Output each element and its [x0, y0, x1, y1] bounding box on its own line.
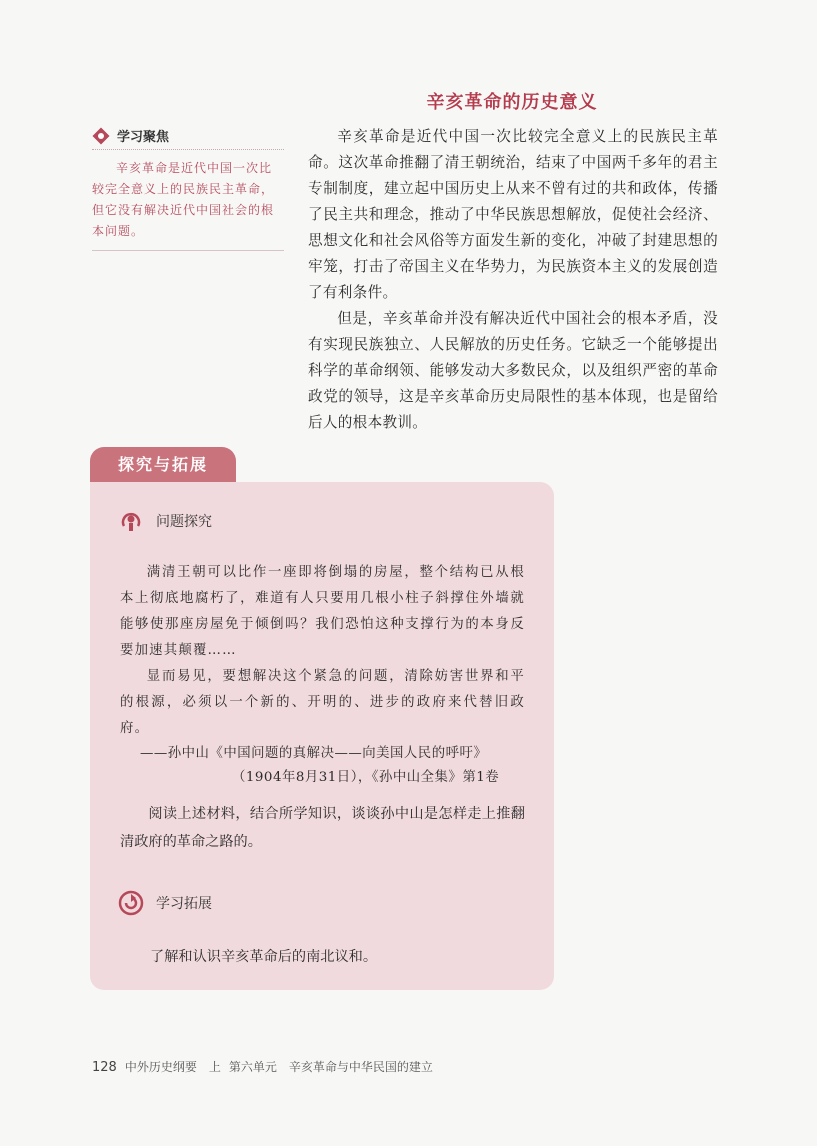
citation-line-2: （1904年8月31日），《孙中山全集》第1卷 [232, 770, 500, 785]
explore-tab: 探究与拓展 [90, 447, 236, 483]
citation-line-1: ——孙中山《中国问题的真解决——向美国人民的呼吁》 [140, 746, 488, 761]
learning-focus-box [92, 126, 284, 251]
quote-paragraph: 满清王朝可以比作一座即将倒塌的房屋，整个结构已从根本上彻底地腐朽了，难道有人只要用几根小柱子斜撑住外墙就能够使那座房屋免于倾倒吗？我们恐怕这种支撑行为的本身反要加速其颠覆…… [120, 565, 525, 658]
learning-focus-title: 学习聚焦 [117, 130, 170, 145]
page-footer [92, 1058, 433, 1075]
focus-diamond-icon [92, 127, 110, 145]
extension-circle-icon [118, 890, 144, 916]
source-quote [120, 560, 525, 742]
book-title: 中外历史纲要 上 [124, 1060, 221, 1074]
discussion-task: 阅读上述材料，结合所学知识，谈谈孙中山是怎样走上推翻清政府的革命之路的。 [120, 806, 525, 850]
main-text [308, 124, 718, 436]
main-paragraph: 但是，辛亥革命并没有解决近代中国社会的根本矛盾，没有实现民族独立、人民解放的历史任务。它缺乏一个能够提出科学的革命纲领、能够发动大多数民众，以及组织严密的革命政党的领导，这是辛亥革命历史局限性的基本体现，也是留给后人的根本教训。 [308, 310, 718, 431]
unit-title: 第六单元 辛亥革命与中华民国的建立 [228, 1060, 433, 1074]
question-heading [118, 508, 212, 534]
section-title: 辛亥革命的历史意义 [426, 92, 598, 113]
quote-paragraph: 显而易见，要想解决这个紧急的问题，清除妨害世界和平的根源，必须以一个新的、开明的、进步的政府来代替旧政府。 [120, 669, 525, 736]
extension-heading-label: 学习拓展 [156, 896, 212, 912]
main-paragraph: 辛亥革命是近代中国一次比较完全意义上的民族民主革命。这次革命推翻了清王朝统治，结束了中国两千多年的君主专制制度，建立起中国历史上从来不曾有过的共和政体，传播了民主共和理念，推动了中华民族思想解放，促使社会经济、思想文化和社会风俗等方面发生新的变化，冲破了封建思想的牢笼，打击了帝国主义在华势力，为民族资本主义的发展创造了有利条件。 [308, 128, 718, 301]
learning-focus-text: 辛亥革命是近代中国一次比较完全意义上的民族民主革命，但它没有解决近代中国社会的根本问题。 [92, 158, 284, 251]
learning-focus-heading [92, 126, 284, 150]
page-number: 128 [92, 1060, 117, 1075]
question-bulb-icon [118, 508, 144, 534]
extension-heading [118, 890, 212, 916]
question-heading-label: 问题探究 [156, 514, 212, 530]
extension-text: 了解和认识辛亥革命后的南北议和。 [150, 949, 378, 965]
